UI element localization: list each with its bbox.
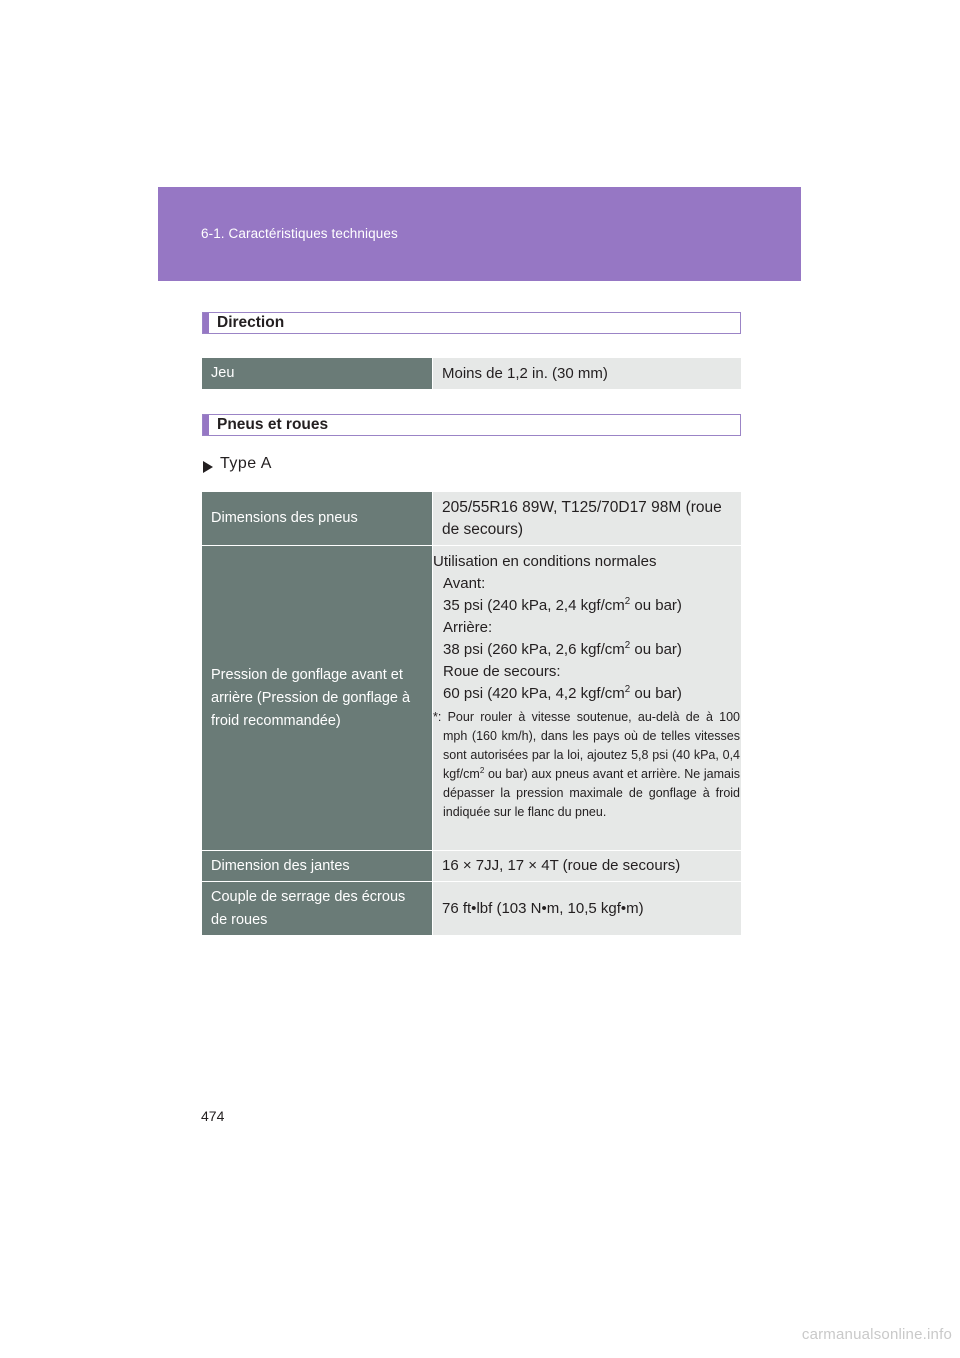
steering-heading bbox=[202, 312, 741, 334]
tire-size-label: Dimensions des pneus bbox=[202, 492, 432, 545]
torque-label: Couple de serrage des écrous de roues bbox=[202, 882, 432, 935]
front-pressure: 35 psi (240 kPa, 2,4 kgf/$cm^2$ ou bar) bbox=[443, 596, 682, 614]
wheel-size-value: 16 × 7JJ, 17 × 4T (roue de secours) bbox=[432, 851, 741, 881]
table-row bbox=[202, 546, 741, 851]
section-label: 6-1. Caractéristiques techniques bbox=[201, 226, 398, 241]
tires-table bbox=[202, 492, 741, 936]
rear-pressure: 38 psi (260 kPa, 2,6 kgf/$cm^2$ ou bar) bbox=[443, 640, 682, 658]
heading-accent-bar bbox=[203, 415, 209, 435]
pressure-label: Pression de gonflage avant et arrière (Pression de gonflage à froid recommandée) bbox=[202, 546, 432, 850]
table-row bbox=[202, 358, 741, 390]
high-speed-note: *: Pour rouler à vitesse soutenue, au-delà de à 100 mph (160 km/h), dans les pays où de telles vitesses sont autorisées par la loi, ajoutez 5,8 psi (40 kPa, 0,4 kgf/$cm^2$ ou bar) aux pneus avant et arrière. Ne jamais dépasser la pression maximale de gonflage à froid indiquée sur le flanc du pneu. bbox=[433, 710, 740, 819]
pressure-value bbox=[432, 546, 741, 850]
torque-value: 76 ft•lbf (103 N•m, 10,5 kgf•m) bbox=[432, 882, 741, 935]
type-label: Type A bbox=[220, 455, 272, 472]
tire-size-value: 205/55R16 89W, T125/70D17 98M (roue de secours) bbox=[432, 492, 741, 545]
steering-table bbox=[202, 358, 741, 390]
front-label: Avant: bbox=[443, 575, 486, 592]
watermark: carmanualsonline.info bbox=[801, 1326, 952, 1343]
steering-heading-title: Direction bbox=[217, 314, 285, 331]
tires-heading bbox=[202, 414, 741, 436]
spare-label: Roue de secours: bbox=[443, 663, 561, 680]
pressure-intro: Utilisation en conditions normales bbox=[433, 553, 657, 570]
table-row bbox=[202, 851, 741, 882]
rear-label: Arrière: bbox=[443, 619, 493, 636]
table-row bbox=[202, 492, 741, 546]
wheel-size-label: Dimension des jantes bbox=[202, 851, 432, 881]
page-number: 474 bbox=[201, 1108, 225, 1124]
spare-pressure: 60 psi (420 kPa, 4,2 kgf/$cm^2$ ou bar) bbox=[443, 684, 682, 702]
play-label: Jeu bbox=[202, 358, 432, 389]
heading-accent-bar bbox=[203, 313, 209, 333]
table-row bbox=[202, 882, 741, 936]
tires-heading-title: Pneus et roues bbox=[217, 416, 329, 433]
play-value: Moins de 1,2 in. (30 mm) bbox=[432, 358, 741, 389]
bullet-triangle-icon bbox=[203, 461, 213, 473]
